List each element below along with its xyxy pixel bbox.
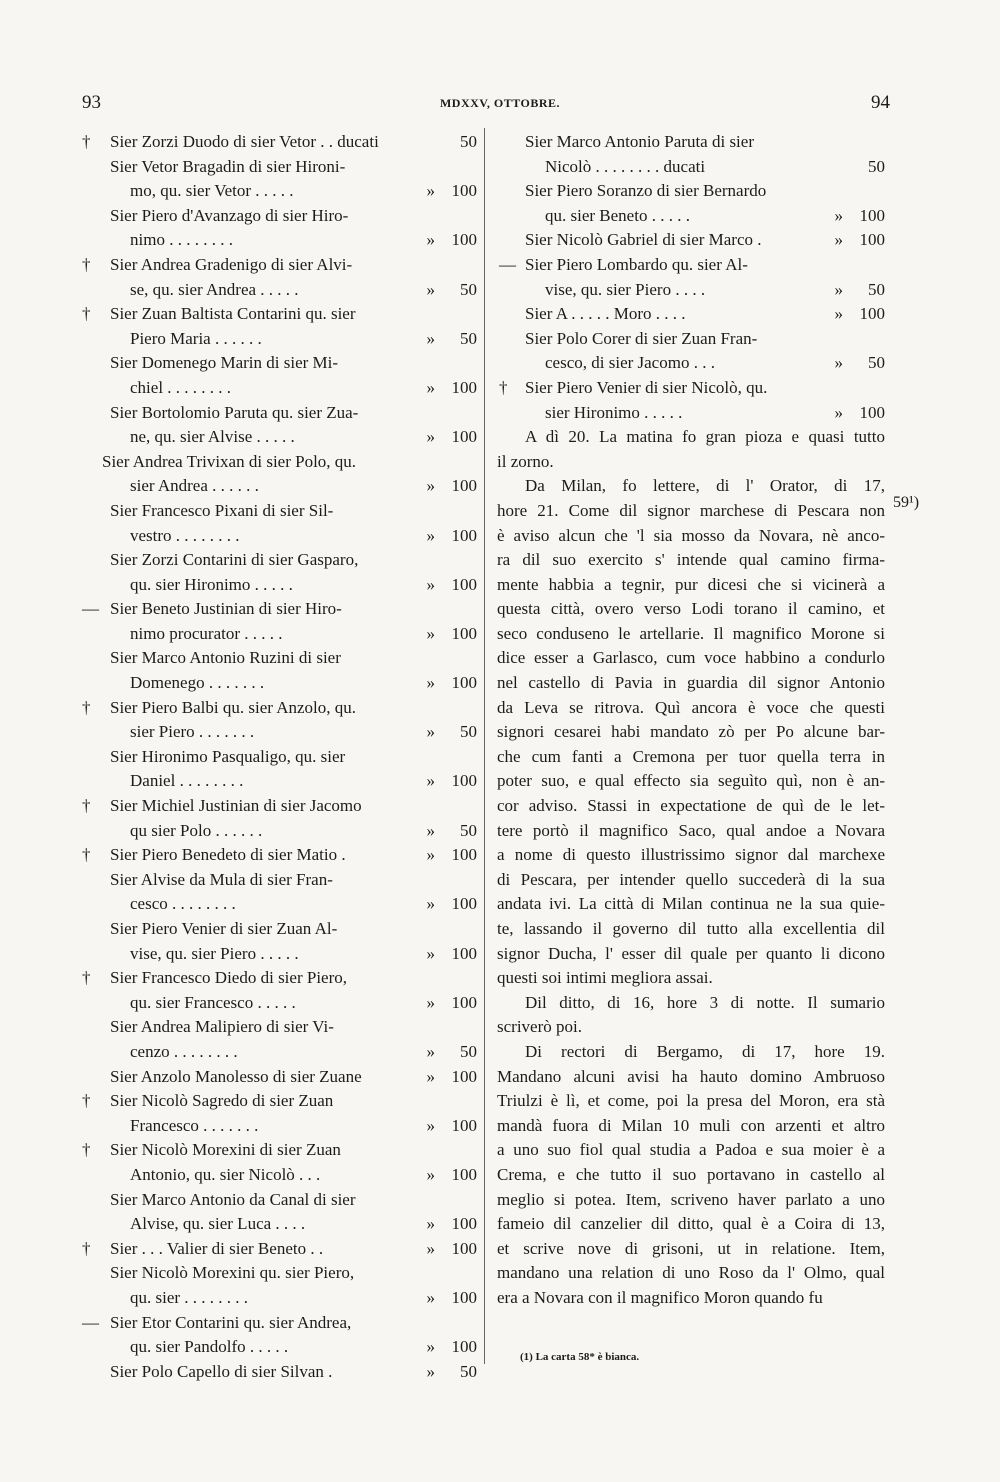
ditto-mark: » <box>834 402 843 422</box>
paragraph-line: ra dil suo exercito s' intende qual camino firma- <box>497 550 885 570</box>
entry-text: qu. sier Pandolfo . . . . . <box>130 1337 289 1357</box>
entry-line <box>82 1163 477 1188</box>
entry-text: Sier . . . Valier di sier Beneto . . <box>110 1238 324 1258</box>
list-entry <box>82 917 477 966</box>
dash-mark: — <box>499 254 516 274</box>
entry-text: Sier Andrea Trivixan di sier Polo, qu. <box>102 451 357 471</box>
entry-text: Sier Polo Capello di sier Silvan . <box>110 1361 333 1381</box>
entry-text: cenzo . . . . . . . . <box>130 1041 238 1061</box>
entry-line <box>82 597 477 622</box>
paragraph-line: era a Novara con il magnifico Moron quando fu <box>497 1287 823 1307</box>
entry-line <box>497 204 885 229</box>
entry-text: Sier Hironimo Pasqualigo, qu. sier <box>110 746 346 766</box>
entry-line <box>82 376 477 401</box>
entry-text: Sier Alvise da Mula di sier Fran- <box>110 869 333 889</box>
ditto-mark: » <box>426 820 435 840</box>
ditto-mark: » <box>834 205 843 225</box>
entry-text: sier Andrea . . . . . . <box>130 476 259 496</box>
list-entry <box>82 130 477 155</box>
entry-line <box>82 892 477 917</box>
right-paragraphs <box>497 425 885 1310</box>
paragraph <box>497 425 885 474</box>
paragraph-line: a nome di questo illustrissimo signor dal marchexe <box>497 845 885 865</box>
list-entry <box>82 1138 477 1187</box>
dagger-mark: † <box>82 1238 91 1258</box>
list-entry <box>82 1311 477 1360</box>
paragraph-line: seco conduseno le artellarie. Il magnifico Morone si <box>497 623 885 643</box>
paragraph-line: Dil ditto, di 16, hore 3 di notte. Il sumario <box>525 992 885 1012</box>
paragraph-line: Mandano alcuni avisi ha hauto domino Ambruoso <box>497 1066 885 1086</box>
paragraph-line: a uno suo fiol qual studia a Padoa e sua moier è a <box>497 1140 885 1160</box>
dagger-mark: † <box>82 304 91 324</box>
list-entry <box>497 327 885 376</box>
entry-amount: 100 <box>451 1238 477 1258</box>
ditto-mark: » <box>426 1361 435 1381</box>
paragraph-line: mandano una relation di uno Roso da l' Olmo, qual <box>497 1263 885 1283</box>
ditto-mark: » <box>426 1041 435 1061</box>
list-entry <box>82 794 477 843</box>
entry-amount: 100 <box>451 574 477 594</box>
paragraph <box>497 1040 885 1311</box>
entry-line <box>82 302 477 327</box>
margin-note: 59¹) <box>893 494 920 511</box>
ditto-mark: » <box>426 181 435 201</box>
entry-line <box>82 696 477 721</box>
entry-line <box>82 253 477 278</box>
entry-line <box>497 401 885 426</box>
entry-text: vise, qu. sier Piero . . . . . <box>130 943 299 963</box>
ditto-mark: » <box>426 230 435 250</box>
entry-line <box>497 278 885 303</box>
ditto-mark: » <box>426 722 435 742</box>
entry-text: cesco, di sier Jacomo . . . <box>545 353 715 373</box>
dagger-mark: † <box>82 1140 91 1160</box>
entry-amount: 50 <box>460 722 477 742</box>
dagger-mark: † <box>82 254 91 274</box>
list-entry <box>82 646 477 695</box>
entry-amount: 50 <box>868 279 885 299</box>
entry-text: Sier Domenego Marin di sier Mi- <box>110 353 339 373</box>
list-entry <box>82 868 477 917</box>
entry-line <box>82 1114 477 1139</box>
list-entry <box>497 228 885 253</box>
entry-text: Nicolò . . . . . . . . ducati <box>545 156 706 176</box>
list-entry <box>82 745 477 794</box>
paragraph-line: andata ivi. La città di Milan continua ne la sua quie- <box>497 894 885 914</box>
ditto-mark: » <box>834 353 843 373</box>
list-entry <box>82 1089 477 1138</box>
entry-line <box>82 1015 477 1040</box>
entry-amount: 50 <box>460 132 477 151</box>
entry-line <box>82 524 477 549</box>
entry-line <box>82 942 477 967</box>
entry-amount: 100 <box>451 427 477 447</box>
entry-text: Sier Anzolo Manolesso di sier Zuane <box>110 1066 362 1086</box>
entry-amount: 100 <box>859 304 885 324</box>
paragraph-line: Triulzi è lì, et come, poi la presa del Moron, era stà <box>497 1091 885 1111</box>
entry-text: Sier Francesco Pixani di sier Sil- <box>110 500 334 520</box>
entry-line <box>82 228 477 253</box>
ditto-mark: » <box>426 1066 435 1086</box>
entry-text: Sier Francesco Diedo di sier Piero, <box>110 968 347 988</box>
entry-line <box>82 401 477 426</box>
entry-line <box>82 548 477 573</box>
entry-amount: 100 <box>451 771 477 791</box>
entry-text: Daniel . . . . . . . . <box>130 771 244 791</box>
ditto-mark: » <box>426 476 435 496</box>
entry-line <box>82 622 477 647</box>
entry-amount: 100 <box>451 1115 477 1135</box>
entry-line <box>82 843 477 868</box>
entry-line <box>82 819 477 844</box>
list-entry <box>82 548 477 597</box>
dagger-mark: † <box>82 697 91 717</box>
list-entry <box>497 302 885 327</box>
entry-line <box>82 1237 477 1262</box>
ditto-mark: » <box>426 623 435 643</box>
entry-line <box>82 1360 477 1385</box>
entry-amount: 50 <box>868 353 885 373</box>
entry-amount: 100 <box>451 673 477 693</box>
dagger-mark: † <box>82 132 91 151</box>
page-number-left: 93 <box>82 92 101 113</box>
list-entry <box>82 450 477 499</box>
entry-amount: 50 <box>460 328 477 348</box>
entry-text: Sier Bortolomio Paruta qu. sier Zua- <box>110 402 359 422</box>
entry-amount: 100 <box>451 1214 477 1234</box>
list-entry <box>82 966 477 1015</box>
entry-line <box>82 1040 477 1065</box>
paragraph-line: di Pescara, per intender quello succederà di la sua <box>497 869 885 889</box>
ditto-mark: » <box>426 943 435 963</box>
column-divider <box>484 128 485 1364</box>
entry-text: cesco . . . . . . . . <box>130 894 236 914</box>
entry-text: Alvise, qu. sier Luca . . . . <box>130 1214 306 1234</box>
list-entry <box>497 376 885 425</box>
entry-text: Sier Zorzi Contarini di sier Gasparo, <box>110 550 359 570</box>
entry-text: Sier Polo Corer di sier Zuan Fran- <box>525 328 758 348</box>
paragraph-line: cor adviso. Stassi in expectatione de quì de le let- <box>497 796 885 816</box>
left-column <box>82 130 477 1384</box>
ditto-mark: » <box>426 1238 435 1258</box>
entry-line <box>497 155 885 180</box>
entry-text: Sier Piero Soranzo di sier Bernardo <box>525 181 767 201</box>
entry-text: Francesco . . . . . . . <box>130 1115 259 1135</box>
entry-text: sier Piero . . . . . . . <box>130 722 255 742</box>
entry-line <box>497 179 885 204</box>
entry-line <box>497 228 885 253</box>
list-entry <box>82 302 477 351</box>
entry-line <box>497 351 885 376</box>
entry-amount: 100 <box>451 525 477 545</box>
entry-amount: 50 <box>460 1041 477 1061</box>
entry-text: Sier Marco Antonio Paruta di sier <box>525 132 754 151</box>
entry-amount: 100 <box>451 845 477 865</box>
entry-line <box>82 1261 477 1286</box>
entry-line <box>82 179 477 204</box>
paragraph-line: signor Ducha, l' esser dil quale per quanto li dicono <box>497 943 885 963</box>
dagger-mark: † <box>82 1091 91 1111</box>
paragraph-line: meglio si potea. Item, scriveno haver parlato a uno <box>497 1189 885 1209</box>
list-entry <box>82 1237 477 1262</box>
list-entry <box>497 253 885 302</box>
ditto-mark: » <box>426 279 435 299</box>
entry-line <box>82 130 477 155</box>
list-entry <box>82 696 477 745</box>
entry-amount: 100 <box>859 230 885 250</box>
ditto-mark: » <box>426 1164 435 1184</box>
ditto-mark: » <box>426 427 435 447</box>
dagger-mark: † <box>82 845 91 865</box>
entry-text: qu. sier . . . . . . . . <box>130 1287 249 1307</box>
entry-text: qu. sier Francesco . . . . . <box>130 992 296 1012</box>
entry-line <box>82 745 477 770</box>
entry-amount: 100 <box>451 230 477 250</box>
paragraph-line: è aviso alcun che 'l sia mosso da Novara, nè anco- <box>497 525 885 545</box>
entry-amount: 100 <box>451 992 477 1012</box>
paragraph-line: dice esser a Garlasco, cum voce habbino a condurlo <box>497 648 885 668</box>
entry-line <box>82 1311 477 1336</box>
entry-text: Sier Nicolò Morexini di sier Zuan <box>110 1140 341 1160</box>
paragraph-line: et scrive nove di grisoni, ut in relatione. Item, <box>497 1238 885 1258</box>
list-entry <box>82 597 477 646</box>
entry-amount: 100 <box>451 181 477 201</box>
list-entry <box>497 179 885 228</box>
entry-text: Sier Piero Balbi qu. sier Anzolo, qu. <box>110 697 357 717</box>
entry-amount: 100 <box>859 402 885 422</box>
entry-line <box>82 204 477 229</box>
entry-amount: 100 <box>451 943 477 963</box>
entry-amount: 100 <box>451 894 477 914</box>
entry-text: Sier A . . . . . Moro . . . . <box>525 304 686 324</box>
entry-line <box>497 253 885 278</box>
entry-text: Piero Maria . . . . . . <box>130 328 262 348</box>
entry-amount: 100 <box>451 1164 477 1184</box>
entry-line <box>497 376 885 401</box>
ditto-mark: » <box>426 845 435 865</box>
entry-amount: 50 <box>460 1361 477 1381</box>
ditto-mark: » <box>426 377 435 397</box>
paragraph-line: Crema, e che tutto il suo portavano in castello al <box>497 1164 885 1184</box>
paragraph-line: poter suo, e qual effecto sia seguìto quì, non è an- <box>497 771 885 791</box>
entry-text: Sier Piero Benedeto di sier Matio . <box>110 845 346 865</box>
entry-text: Sier Beneto Justinian di sier Hiro- <box>110 599 342 619</box>
paragraph-line: A dì 20. La matina fo gran pioza e quasi tutto <box>525 427 885 447</box>
entry-text: Sier Andrea Gradenigo di sier Alvi- <box>110 254 353 274</box>
entry-text: Sier Etor Contarini qu. sier Andrea, <box>110 1312 352 1332</box>
ditto-mark: » <box>834 304 843 324</box>
entry-amount: 50 <box>460 820 477 840</box>
entry-text: nimo . . . . . . . . <box>130 230 233 250</box>
entry-amount: 100 <box>451 1337 477 1357</box>
paragraph-line: nel castello di Pavia in guardia dil signor Antonio <box>497 673 885 693</box>
dash-mark: — <box>82 599 99 619</box>
entry-line <box>82 155 477 180</box>
entry-text: Sier Marco Antonio da Canal di sier <box>110 1189 356 1209</box>
entry-line <box>82 966 477 991</box>
running-title: MDXXV, OTTOBRE. <box>439 96 561 110</box>
list-entry <box>82 401 477 450</box>
entry-amount: 100 <box>451 1287 477 1307</box>
entry-text: chiel . . . . . . . . <box>130 377 232 397</box>
entry-line <box>82 573 477 598</box>
paragraph-line: il zorno. <box>497 451 554 471</box>
list-entry <box>82 1360 477 1385</box>
entry-amount: 50 <box>460 279 477 299</box>
entry-amount: 100 <box>451 1066 477 1086</box>
entry-line <box>497 327 885 352</box>
ditto-mark: » <box>426 525 435 545</box>
ditto-mark: » <box>834 279 843 299</box>
ditto-mark: » <box>426 894 435 914</box>
footnote: (1) La carta 58* è bianca. <box>520 1351 640 1363</box>
list-entry <box>82 155 477 204</box>
entry-line <box>497 302 885 327</box>
list-entry <box>82 253 477 302</box>
paragraph <box>497 991 885 1040</box>
ditto-mark: » <box>426 1337 435 1357</box>
entry-text: ne, qu. sier Alvise . . . . . <box>130 427 295 447</box>
entry-line <box>82 671 477 696</box>
ditto-mark: » <box>426 328 435 348</box>
entry-line <box>82 499 477 524</box>
entry-line <box>82 278 477 303</box>
entry-text: mo, qu. sier Vetor . . . . . <box>130 181 294 201</box>
entry-line <box>82 474 477 499</box>
entry-text: qu. sier Hironimo . . . . . <box>130 574 293 594</box>
page-header <box>0 92 1000 120</box>
paragraph-line: signori cesarei habi mandato zò per Po alcune bar- <box>497 722 885 742</box>
paragraph-line: tere portò il magnifico Saco, qual andoe a Novara <box>497 820 885 840</box>
paragraph-line: Di rectori di Bergamo, di 17, hore 19. <box>525 1041 885 1061</box>
entry-amount: 100 <box>859 205 885 225</box>
list-entry <box>82 351 477 400</box>
entry-text: Sier Zorzi Duodo di sier Vetor . . ducati <box>110 132 379 151</box>
entry-text: qu. sier Beneto . . . . . <box>545 205 690 225</box>
entry-line <box>82 450 477 475</box>
paragraph-line: questa città, overo verso Lodi torano il camino, et <box>497 599 885 619</box>
paragraph <box>497 474 885 990</box>
entry-line <box>82 1335 477 1360</box>
entry-text: Sier Michiel Justinian di sier Jacomo <box>110 796 362 816</box>
entry-text: Sier Nicolò Sagredo di sier Zuan <box>110 1091 334 1111</box>
ditto-mark: » <box>426 1115 435 1135</box>
paragraph-line: da Leva se ritrova. Quì ancora è voce che questi <box>497 697 885 717</box>
ditto-mark: » <box>426 574 435 594</box>
entry-text: Sier Piero Venier di sier Nicolò, qu. <box>525 377 768 397</box>
right-entry-list <box>497 130 885 425</box>
entry-line <box>82 646 477 671</box>
list-entry <box>82 1261 477 1310</box>
dagger-mark: † <box>82 968 91 988</box>
paragraph-line: questi soi intimi megliora assai. <box>497 968 713 988</box>
entry-line <box>82 1188 477 1213</box>
paragraph-line: mente habbia a tegnir, pur dicesi che si vicinerà a <box>497 574 885 594</box>
paragraph-line: fameio dil canzelier dil ditto, qual è a Coira di 13, <box>497 1214 885 1234</box>
entry-text: Sier Piero d'Avanzago di sier Hiro- <box>110 205 349 225</box>
entry-line <box>82 868 477 893</box>
entry-text: Sier Piero Lombardo qu. sier Al- <box>525 254 748 274</box>
entry-text: Sier Nicolò Gabriel di sier Marco . <box>525 230 762 250</box>
dash-mark: — <box>82 1312 99 1332</box>
entry-line <box>82 327 477 352</box>
entry-text: Sier Vetor Bragadin di sier Hironi- <box>110 156 346 176</box>
entry-text: Sier Marco Antonio Ruzini di sier <box>110 648 341 668</box>
entry-amount: 100 <box>451 623 477 643</box>
dagger-mark: † <box>82 796 91 816</box>
paragraph-line: mandà fuora di Milan 10 muli con arzenti et altro <box>497 1115 885 1135</box>
paragraph-line: Da Milan, fo lettere, di l' Orator, di 17, <box>525 476 885 496</box>
entry-line <box>82 351 477 376</box>
entry-line <box>82 917 477 942</box>
entry-text: Sier Zuan Baltista Contarini qu. sier <box>110 304 356 324</box>
entry-text: vestro . . . . . . . . <box>130 525 240 545</box>
ditto-mark: » <box>834 230 843 250</box>
ditto-mark: » <box>426 673 435 693</box>
entry-line <box>82 1212 477 1237</box>
entry-text: vise, qu. sier Piero . . . . <box>545 279 706 299</box>
ditto-mark: » <box>426 1287 435 1307</box>
dagger-mark: † <box>499 377 508 397</box>
list-entry <box>497 130 885 179</box>
entry-text: Sier Piero Venier di sier Zuan Al- <box>110 919 338 938</box>
entry-line <box>497 130 885 155</box>
entry-line <box>82 991 477 1016</box>
list-entry <box>82 843 477 868</box>
entry-line <box>82 425 477 450</box>
ditto-mark: » <box>426 771 435 791</box>
entry-line <box>82 1138 477 1163</box>
ditto-mark: » <box>426 1214 435 1234</box>
entry-line <box>82 1286 477 1311</box>
page-number-right: 94 <box>871 92 890 113</box>
entry-line <box>82 794 477 819</box>
list-entry <box>82 499 477 548</box>
entry-text: qu sier Polo . . . . . . <box>130 820 263 840</box>
entry-text: Sier Andrea Malipiero di sier Vi- <box>110 1017 334 1037</box>
entry-line <box>82 1089 477 1114</box>
list-entry <box>82 1065 477 1090</box>
list-entry <box>82 1015 477 1064</box>
entry-text: Domenego . . . . . . . <box>130 673 265 693</box>
paragraph-line: te, lassando il governo dil tutto alla excellentia dil <box>497 919 885 938</box>
entry-line <box>82 720 477 745</box>
entry-text: nimo procurator . . . . . <box>130 623 283 643</box>
list-entry <box>82 1188 477 1237</box>
entry-line <box>82 1065 477 1090</box>
ditto-mark: » <box>426 992 435 1012</box>
entry-amount: 100 <box>451 377 477 397</box>
paragraph-line: che cum fanti a Cremona per tuor quella terra in <box>497 746 885 766</box>
entry-text: Sier Nicolò Morexini qu. sier Piero, <box>110 1263 355 1283</box>
entry-amount: 50 <box>868 156 885 176</box>
list-entry <box>82 204 477 253</box>
entry-line <box>82 769 477 794</box>
entry-text: Antonio, qu. sier Nicolò . . . <box>130 1164 321 1184</box>
paragraph-line: scriverò poi. <box>497 1017 582 1037</box>
right-column <box>497 130 885 1311</box>
paragraph-line: hore 21. Come dil signor marchese di Pescara non <box>497 500 885 520</box>
entry-text: sier Hironimo . . . . . <box>545 402 683 422</box>
entry-text: se, qu. sier Andrea . . . . . <box>130 279 299 299</box>
entry-amount: 100 <box>451 476 477 496</box>
